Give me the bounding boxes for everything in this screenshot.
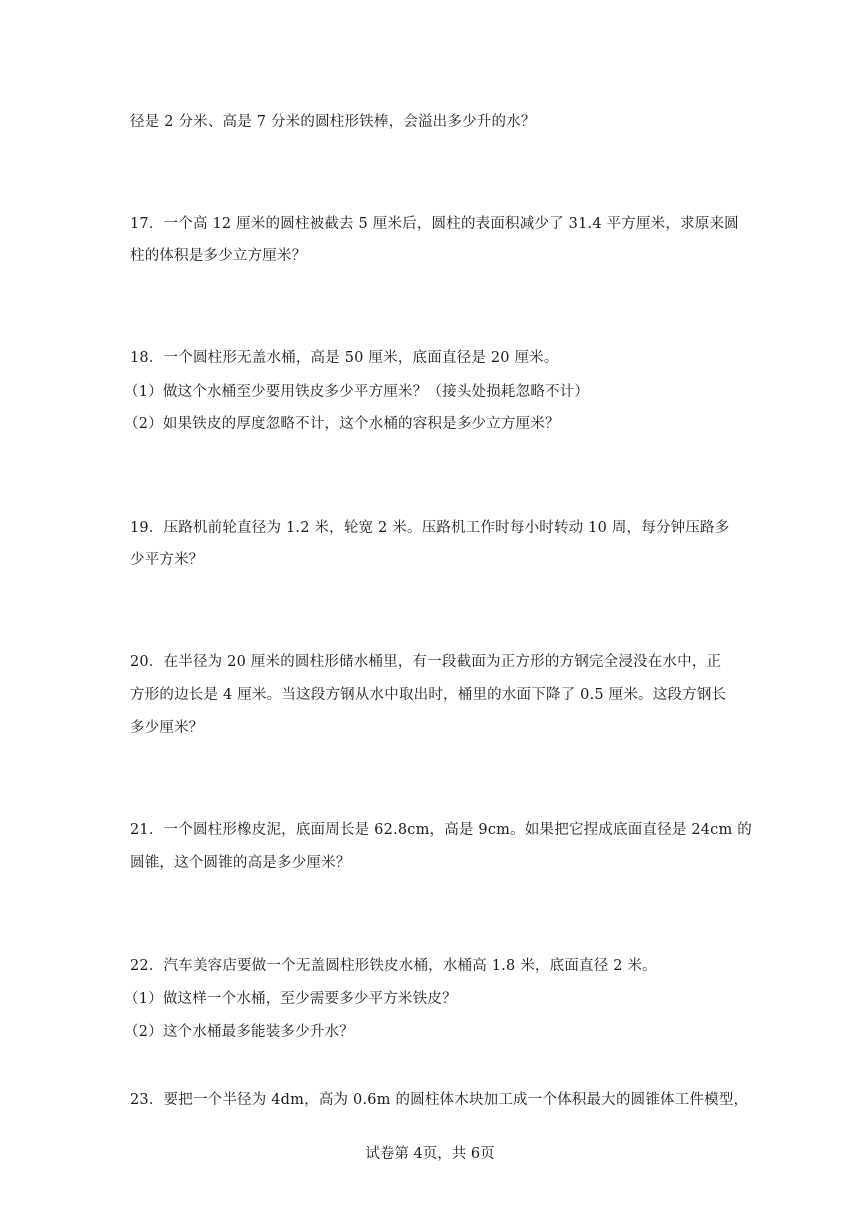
question-18-part-2: （2）如果铁皮的厚度忽略不计，这个水桶的容积是多少立方厘米？ xyxy=(124,416,560,432)
question-17-line-1: 17．一个高 12 厘米的圆柱被截去 5 厘米后，圆柱的表面积减少了 31.4 平方厘米，求原来圆 xyxy=(130,216,739,232)
question-20-line-3: 多少厘米？ xyxy=(130,720,204,736)
question-19-line-2: 少平方米？ xyxy=(130,552,204,568)
question-18-part-1: （1）做这个水桶至少要用铁皮多少平方厘米？（接头处损耗忽略不计） xyxy=(124,384,590,400)
question-16-continuation: 径是 2 分米、高是 7 分米的圆柱形铁棒，会溢出多少升的水？ xyxy=(130,114,536,130)
question-22-part-1: （1）做这样一个水桶，至少需要多少平方米铁皮？ xyxy=(124,991,457,1007)
question-20-line-2: 方形的边长是 4 厘米。当这段方钢从水中取出时，桶里的水面下降了 0.5 厘米。这段方钢长 xyxy=(130,687,727,703)
page-footer: 试卷第 4页，共 6页 xyxy=(365,1146,495,1162)
question-19-line-1: 19．压路机前轮直径为 1.2 米，轮宽 2 米。压路机工作时每小时转动 10 周，每分钟压路多 xyxy=(130,520,730,536)
question-18-line-1: 18．一个圆柱形无盖水桶，高是 50 厘米，底面直径是 20 厘米。 xyxy=(130,350,559,366)
question-21-line-2: 圆锥，这个圆锥的高是多少厘米？ xyxy=(130,855,351,871)
question-21-line-1: 21．一个圆柱形橡皮泥，底面周长是 62.8cm，高是 9cm。如果把它捏成底面直径是 24cm 的 xyxy=(130,822,752,838)
question-23-line-1: 23．要把一个半径为 4dm，高为 0.6m 的圆柱体木块加工成一个体积最大的圆锥体工件模型， xyxy=(130,1092,749,1108)
question-22-part-2: （2）这个水桶最多能装多少升水？ xyxy=(124,1024,354,1040)
question-22-line-1: 22．汽车美容店要做一个无盖圆柱形铁皮水桶，水桶高 1.8 米，底面直径 2 米。 xyxy=(130,958,657,974)
question-17-line-2: 柱的体积是多少立方厘米？ xyxy=(130,248,307,264)
question-20-line-1: 20．在半径为 20 厘米的圆柱形储水桶里，有一段截面为正方形的方钢完全浸没在水中，正 xyxy=(130,654,722,670)
